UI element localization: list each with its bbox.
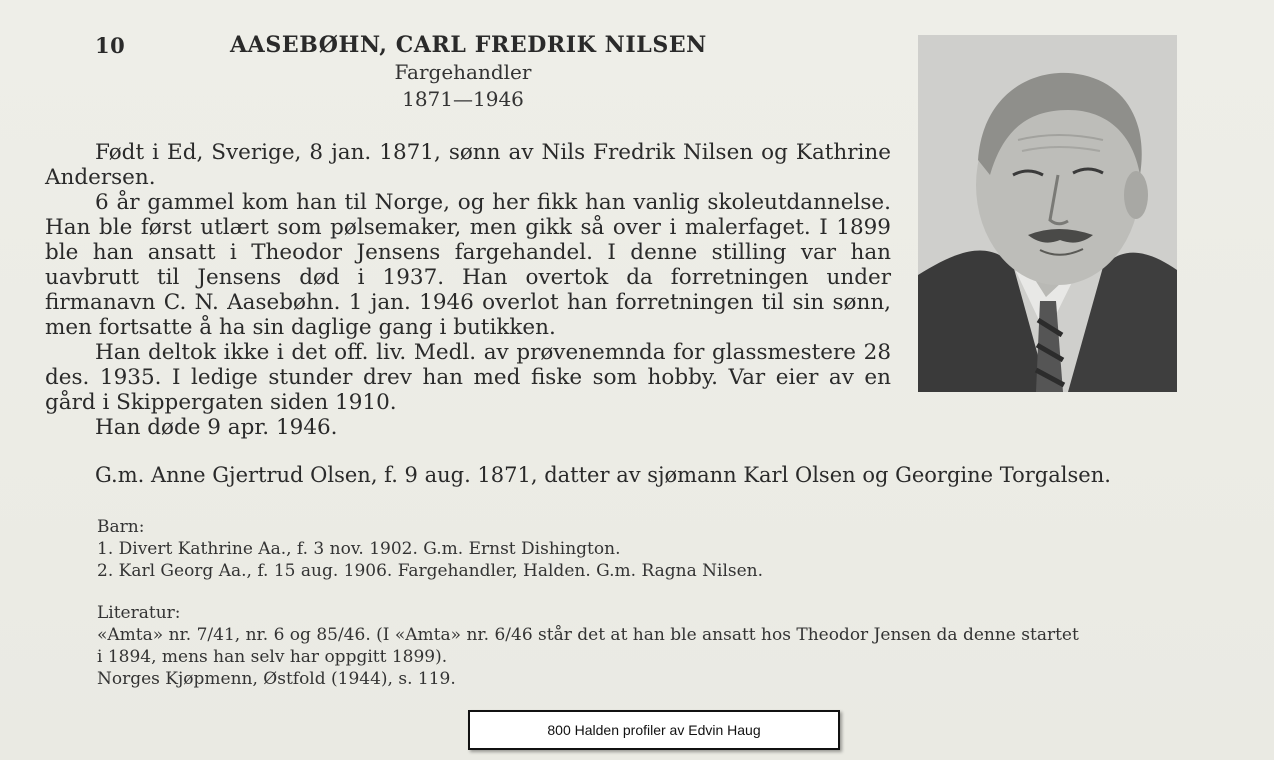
children-section [97, 516, 763, 582]
literature-heading: Literatur: [97, 603, 181, 623]
literature-item: Norges Kjøpmenn, Østfold (1944), s. 119. [97, 669, 456, 689]
entry-occupation: Fargehandler [394, 60, 532, 84]
literature-item-continued: i 1894, mens han selv har oppgitt 1899). [97, 647, 448, 667]
entry-name: AASEBØHN, CARL FREDRIK NILSEN [230, 32, 707, 58]
literature-section [97, 602, 1079, 690]
portrait-photo-icon [918, 35, 1177, 392]
biography-paragraph: 6 år gammel kom han til Norge, og her fikk han vanlig skoleutdannelse. Han ble først utlært som pølsemaker, men gikk så over i malerfaget. I 1899 ble han ansatt i Theodor Jensens fargehandel. I denne stilling var han uavbrutt til Jensens død i 1937. Han overtok da forretningen under firmanavn C. N. Aasebøhn. 1 jan. 1946 overlot han forretningen til sin sønn, men fortsatte å ha sin daglige gang i butikken. [45, 190, 891, 340]
caption-label: 800 Halden profiler av Edvin Haug [468, 710, 840, 750]
child-item: 1. Divert Kathrine Aa., f. 3 nov. 1902. G.m. Ernst Dishington. [97, 539, 621, 559]
biography-paragraph: Han deltok ikke i det off. liv. Medl. av prøvenemnda for glassmestere 28 des. 1935. I ledige stunder drev han med fiske som hobby. Var eier av en gård i Skippergaten siden 1910. [45, 340, 891, 415]
entry-years: 1871—1946 [402, 87, 524, 111]
literature-item: «Amta» nr. 7/41, nr. 6 og 85/46. (I «Amta» nr. 6/46 står det at han ble ansatt hos Theodor Jensen da denne startet [97, 625, 1079, 645]
child-item: 2. Karl Georg Aa., f. 15 aug. 1906. Fargehandler, Halden. G.m. Ragna Nilsen. [97, 561, 764, 581]
entry-number: 10 [95, 33, 126, 58]
biography-text [45, 140, 891, 440]
biography-paragraph: Født i Ed, Sverige, 8 jan. 1871, sønn av Nils Fredrik Nilsen og Kathrine Andersen. [45, 140, 891, 190]
spouse-text: G.m. Anne Gjertrud Olsen, f. 9 aug. 1871, datter av sjømann Karl Olsen og Georgine Torgalsen. [95, 463, 1111, 487]
children-heading: Barn: [97, 517, 145, 537]
portrait-photo [918, 35, 1177, 392]
biography-paragraph: Han døde 9 apr. 1946. [95, 415, 338, 440]
